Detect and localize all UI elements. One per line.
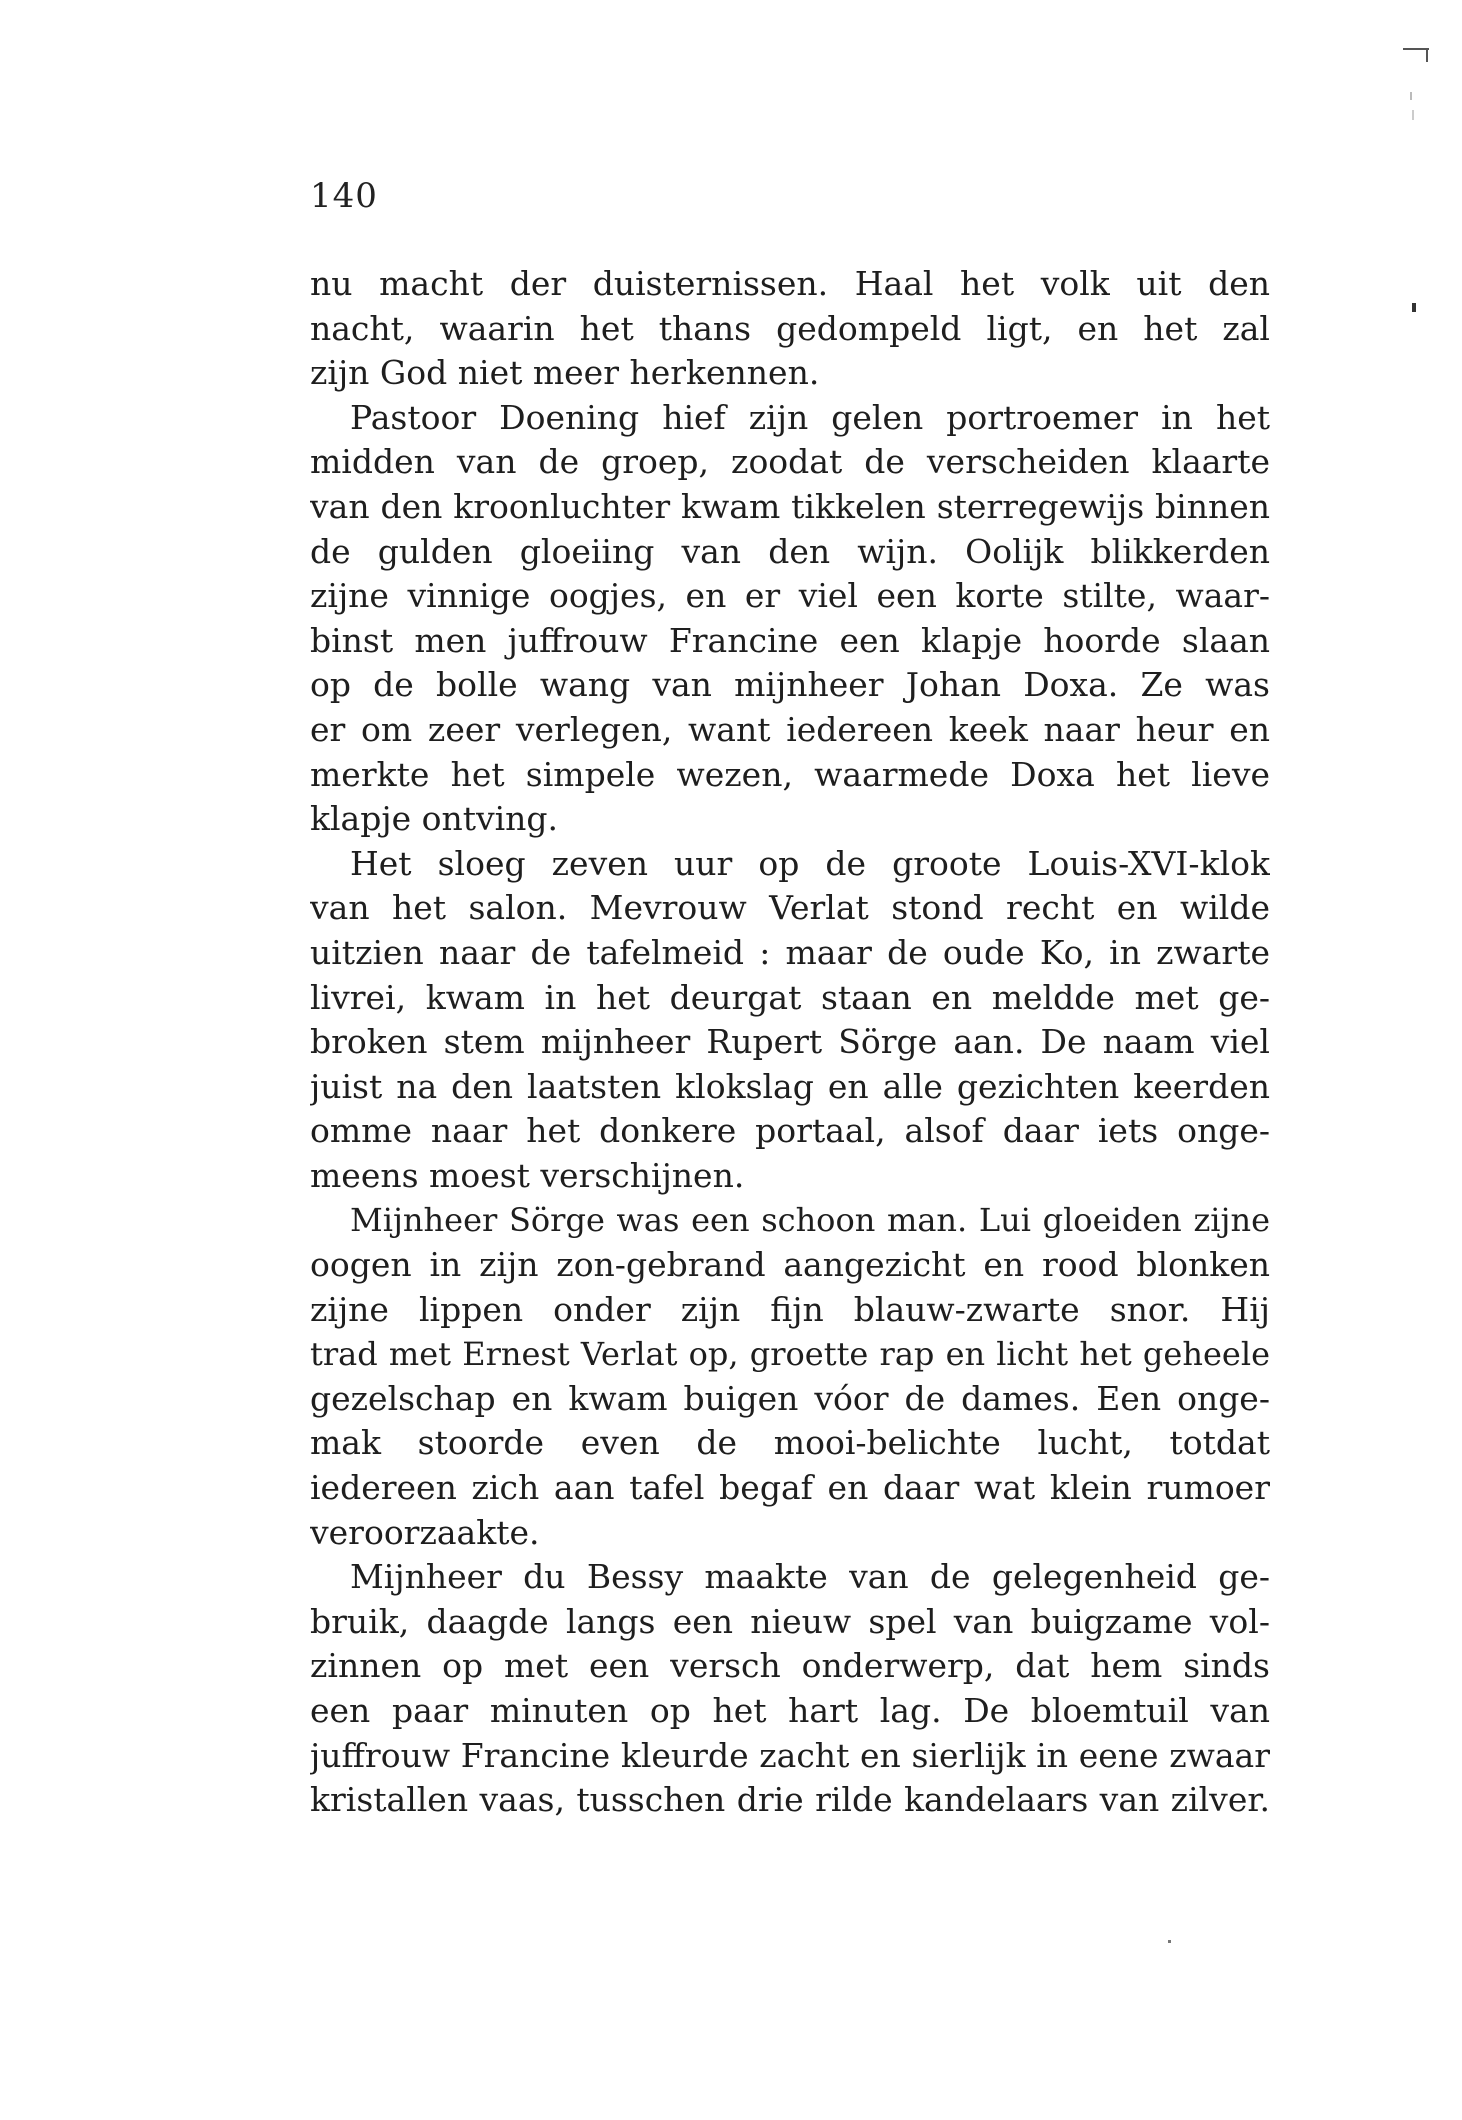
text-line: Het sloeg zeven uur op de groote Louis-XVI-klok bbox=[350, 843, 1270, 883]
text-line: mak stoorde even de mooi-belichte lucht, totdat bbox=[310, 1423, 1270, 1463]
page-number: 140 bbox=[310, 176, 378, 216]
text-line: zinnen op met een versch onderwerp, dat hem sinds bbox=[310, 1646, 1270, 1686]
text-line: van het salon. Mevrouw Verlat stond recht en wilde bbox=[310, 888, 1270, 928]
margin-mark bbox=[1412, 110, 1414, 120]
margin-mark bbox=[1412, 303, 1416, 312]
margin-mark bbox=[1410, 92, 1412, 100]
text-line: meens moest verschijnen. bbox=[310, 1155, 745, 1195]
text-line: Mijnheer du Bessy maakte van de gelegenheid ge- bbox=[350, 1557, 1270, 1597]
text-line: iedereen zich aan tafel begaf en daar wat klein rumoer bbox=[310, 1468, 1270, 1508]
text-line: juffrouw Francine kleurde zacht en sierlijk in eene zwaar bbox=[310, 1735, 1270, 1775]
text-line: oogen in zijn zon-gebrand aangezicht en rood blonken bbox=[310, 1245, 1270, 1285]
text-line: een paar minuten op het hart lag. De bloemtuil van bbox=[310, 1691, 1270, 1730]
text-line: nacht, waarin het thans gedompeld ligt, en het zal bbox=[310, 308, 1270, 348]
text-line: zijne lippen onder zijn fijn blauw-zwarte snor. Hij bbox=[310, 1289, 1270, 1329]
margin-mark bbox=[1426, 48, 1428, 62]
body-text bbox=[310, 262, 1270, 1823]
text-line: kristallen vaas, tusschen drie rilde kandelaars van zilver. bbox=[310, 1780, 1270, 1820]
text-line: Pastoor Doening hief zijn gelen portroemer in het bbox=[350, 397, 1270, 437]
text-line: de gulden gloeiing van den wijn. Oolijk blikkerden bbox=[310, 531, 1270, 571]
text-line: klapje ontving. bbox=[310, 799, 559, 839]
text-line: midden van de groep, zoodat de verscheiden klaarte bbox=[310, 442, 1270, 482]
margin-mark bbox=[1168, 1940, 1171, 1943]
text-line: zijn God niet meer herkennen. bbox=[310, 353, 820, 393]
text-line: bruik, daagde langs een nieuw spel van buigzame vol- bbox=[310, 1601, 1270, 1641]
text-line: zijne vinnige oogjes, en er viel een korte stilte, waar- bbox=[310, 576, 1270, 616]
text-line: uitzien naar de tafelmeid : maar de oude Ko, in zwarte bbox=[310, 932, 1270, 972]
text-line: Mijnheer Sörge was een schoon man. Lui gloeiden zijne bbox=[350, 1201, 1270, 1240]
text-line: juist na den laatsten klokslag en alle gezichten keerden bbox=[310, 1066, 1270, 1106]
text-line: binst men juffrouw Francine een klapje hoorde slaan bbox=[310, 620, 1270, 660]
text-line: nu macht der duisternissen. Haal het volk uit den bbox=[310, 264, 1270, 303]
text-line: veroorzaakte. bbox=[310, 1512, 540, 1552]
text-line: merkte het simpele wezen, waarmede Doxa het lieve bbox=[310, 754, 1270, 794]
text-line: op de bolle wang van mijnheer Johan Doxa. Ze was bbox=[310, 665, 1270, 705]
text-line: er om zeer verlegen, want iedereen keek naar heur en bbox=[310, 709, 1270, 749]
text-line: broken stem mijnheer Rupert Sörge aan. De naam viel bbox=[310, 1022, 1270, 1062]
text-line: trad met Ernest Verlat op, groette rap en licht het geheele bbox=[310, 1335, 1270, 1374]
text-line: omme naar het donkere portaal, alsof daar iets onge- bbox=[310, 1111, 1270, 1151]
text-line: van den kroonluchter kwam tikkelen sterregewijs binnen bbox=[310, 486, 1270, 526]
text-line: livrei, kwam in het deurgat staan en meldde met ge- bbox=[310, 977, 1270, 1017]
text-line: gezelschap en kwam buigen vóor de dames. Een onge- bbox=[310, 1378, 1270, 1418]
